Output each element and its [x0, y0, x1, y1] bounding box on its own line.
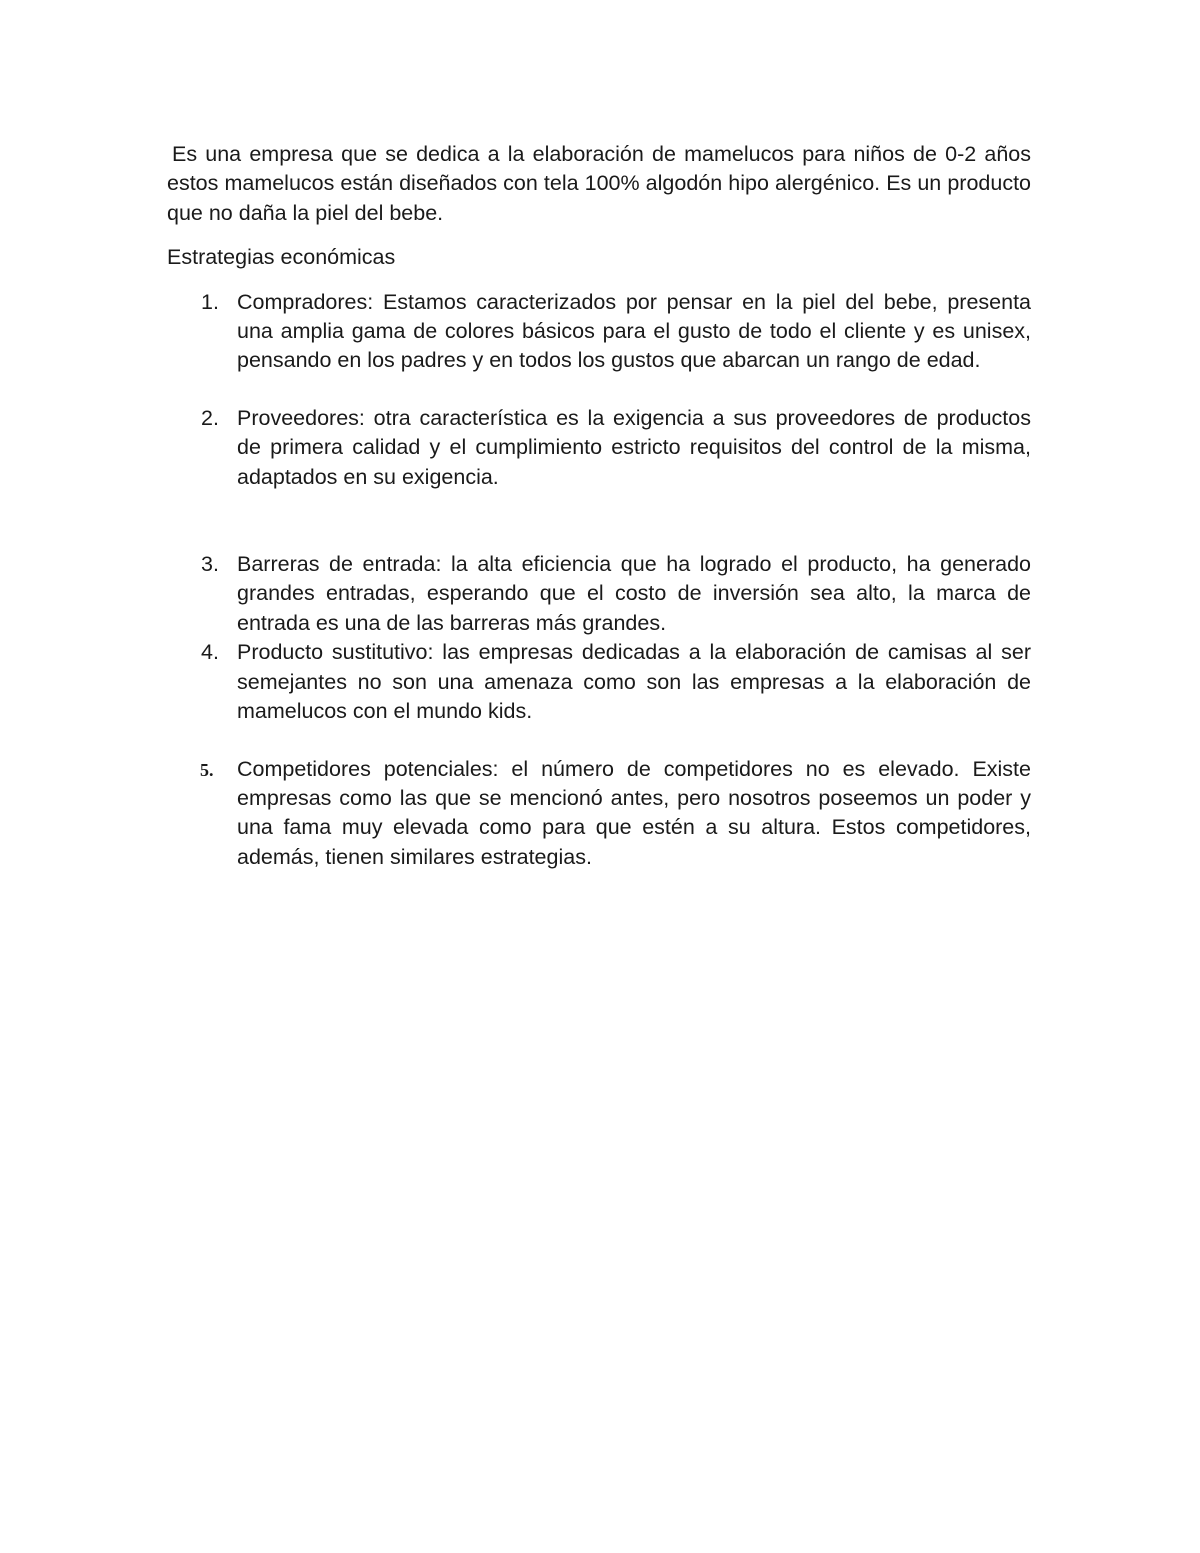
- list-item: [167, 638, 1031, 726]
- list-item-text: Proveedores: otra característica es la exigencia a sus proveedores de productos de primera calidad y el cumplimiento estricto requisitos del control de la misma, adaptados en su exigencia.: [237, 405, 1031, 489]
- list-item: [167, 404, 1031, 492]
- list-item-number: 2.: [201, 405, 219, 430]
- list-item-number: 3.: [201, 552, 219, 577]
- strategy-list: [167, 288, 1031, 873]
- list-item-text: Barreras de entrada: la alta eficiencia que ha logrado el producto, ha generado grandes entradas, esperando que el costo de inversión sea alto, la marca de entrada es una de las barreras más grandes.: [237, 552, 1031, 635]
- intro-paragraph: Es una empresa que se dedica a la elaboración de mamelucos para niños de 0-2 años estos mamelucos están diseñados con tela 100% algodón hipo alergénico. Es un producto que no daña la piel del bebe.: [167, 142, 1031, 225]
- list-item: [167, 288, 1031, 376]
- list-item-text: Producto sustitutivo: las empresas dedicadas a la elaboración de camisas al ser semejantes no son una amenaza como son las empresas a la elaboración de mamelucos con el mundo kids.: [237, 640, 1031, 724]
- list-item-text: Competidores potenciales: el número de competidores no es elevado. Existe empresas como las que se mencionó antes, pero nosotros poseemos un poder y una fama muy elevada como para que estén a su altura. Estos competidores, además, tienen similares estrategias.: [237, 756, 1031, 869]
- list-item: [167, 550, 1031, 638]
- list-item-number: 1.: [201, 289, 219, 314]
- list-item: [167, 755, 1031, 873]
- list-item-text: Compradores: Estamos caracterizados por pensar en la piel del bebe, presenta una amplia gama de colores básicos para el gusto de todo el cliente y es unisex, pensando en los padres y en todos los gustos que abarcan un rango de edad.: [237, 289, 1031, 373]
- list-item-number: 4.: [201, 640, 219, 665]
- list-item-number: 5.: [200, 759, 214, 780]
- section-heading: Estrategias económicas: [167, 245, 396, 270]
- document-body: [167, 140, 1031, 872]
